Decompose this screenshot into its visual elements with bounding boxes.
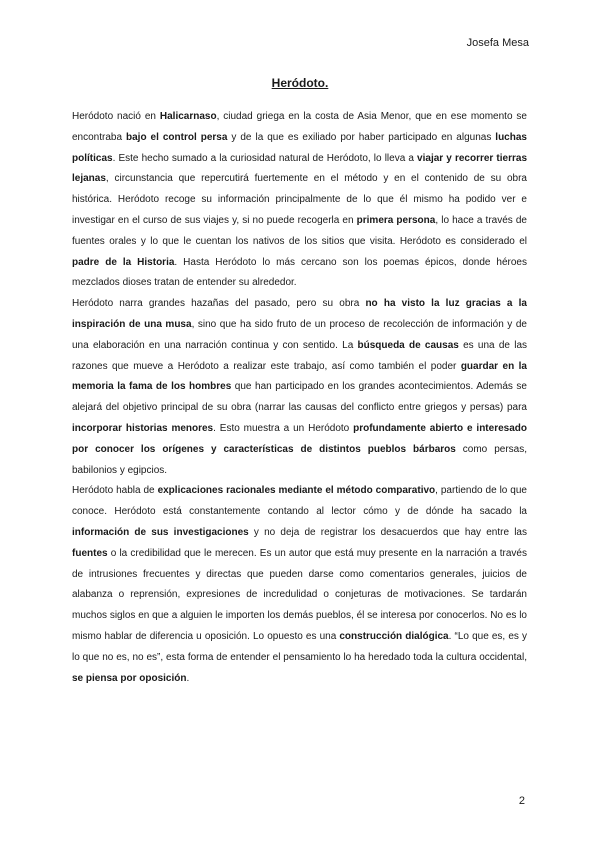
bold-text: fuentes — [72, 547, 108, 559]
bold-text: explicaciones racionales mediante el método comparativo — [157, 485, 436, 497]
bold-text: información de sus investigaciones — [72, 526, 249, 538]
bold-text: construcción dialógica — [339, 630, 449, 642]
bold-text: incorporar historias menores — [72, 422, 214, 434]
text-run: . “Lo que es, es y lo que no es, no es”, esta forma de entender el pensamiento lo ha heredado toda la cultura occidental, — [72, 630, 527, 663]
bold-text: guardar en la memoria la fama de los hombres — [72, 360, 527, 393]
text-run: que han participado en los grandes acontecimientos. Además se alejará del objetivo principal de su obra (narrar las causas del conflicto entre griegos y persas) para — [72, 381, 527, 414]
paragraph — [72, 481, 527, 689]
text-run: , circunstancia que repercutirá fuertemente en el método y en el contenido de su obra histórica. Heródoto recoge su información principalmente de lo que él mismo ha podido ver e investigar en el curso de sus viajes y, si no puede recogerla en — [72, 173, 527, 226]
text-run: Heródoto habla de — [72, 485, 158, 497]
text-run: . Hasta Heródoto lo más cercano son los poemas épicos, donde héroes mezclados dioses tratan de entender su alrededor. — [72, 256, 527, 289]
page-number: 2 — [518, 795, 525, 807]
body-text — [72, 107, 527, 689]
bold-text: primera persona — [356, 214, 436, 226]
bold-text: luchas políticas — [72, 131, 527, 164]
bold-text: bajo el control persa — [126, 131, 228, 143]
text-run: , sino que ha sido fruto de un proceso de recolección de información y de una elaboración en una narración continua y con sentido. La — [72, 318, 527, 351]
text-run: . Esto muestra a un Heródoto — [213, 422, 354, 434]
text-run: y no deja de registrar los desacuerdos que hay entre las — [248, 526, 527, 538]
text-run: , ciudad griega en la costa de Asia Menor, que en ese momento se encontraba — [72, 111, 527, 143]
paragraph — [72, 294, 527, 481]
bold-text: Halicarnaso — [159, 111, 217, 122]
bold-text: no ha visto la luz gracias a la inspiración de una musa — [72, 298, 527, 330]
text-run: es una de las razones que mueve a Heródoto a realizar este trabajo, así como también el poder — [72, 339, 528, 372]
text-run: . — [186, 672, 190, 684]
text-run: Heródoto narra grandes hazañas del pasado, pero su obra — [72, 298, 366, 310]
bold-text: búsqueda de causas — [357, 339, 459, 351]
bold-text: viajar y recorrer tierras lejanas — [72, 152, 527, 185]
text-run: . Este hecho sumado a la curiosidad natural de Heródoto, lo lleva a — [112, 152, 418, 164]
text-run: , partiendo de lo que conoce. Heródoto está constantemente contando al lector cómo y de dónde ha sacado la — [72, 485, 527, 518]
text-run: , lo hace a través de fuentes orales y lo que le cuentan los nativos de los sitios que visita. Heródoto es considerado el — [72, 214, 527, 247]
text-run: y de la que es exiliado por haber participado en algunas — [227, 131, 496, 143]
text-run: Heródoto nació en — [72, 111, 160, 122]
header-author: Josefa Mesa — [466, 37, 529, 49]
paragraph — [72, 107, 527, 294]
text-run: como persas, babilonios y egipcios. — [72, 443, 527, 476]
bold-text: profundamente abierto e interesado por conocer los orígenes y características de distintos pueblos bárbaros — [72, 422, 527, 455]
page-title: Heródoto. — [271, 76, 329, 90]
bold-text: se piensa por oposición — [72, 672, 187, 684]
bold-text: padre de la Historia — [72, 256, 175, 268]
text-run: o la credibilidad que le merecen. Es un autor que está muy presente en la narración a través de intrusiones frecuentes y directas que pueden darse como comentarios generales, juicios de alabanza o reprensión, expresiones de incredulidad o conjeturas de motivaciones. Se tardarán muchos siglos en que a alguien le importen los demás pueblos, él se interesa por conocerlos. No es lo mismo hablar de diferencia u oposición. Lo opuesto es una — [72, 547, 527, 642]
